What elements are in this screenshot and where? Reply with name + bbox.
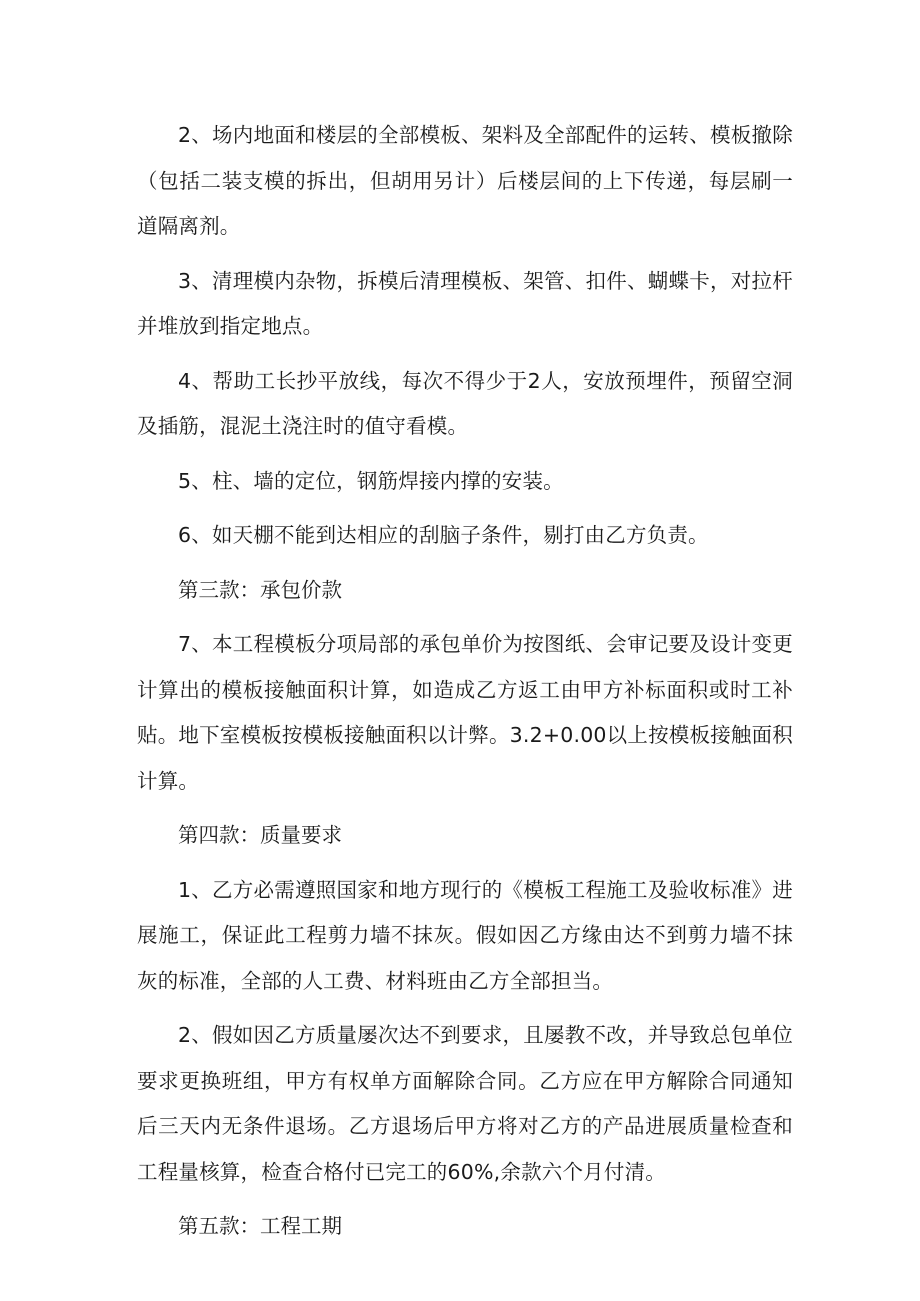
clause-item-4: 4、帮助工长抄平放线，每次不得少于2人，安放预埋件，预留空洞及插筋，混泥土浇注时的值守看模。 [137,368,793,438]
clause-item-3: 3、清理模内杂物，拆模后清理模板、架管、扣件、蝴蝶卡，对拉杆并堆放到指定地点。 [137,268,793,338]
clause-item-5: 5、柱、墙的定位，钢筋焊接内撑的安装。 [178,468,564,493]
quality-item-2: 2、假如因乙方质量屡次达不到要求，且屡教不改，并导致总包单位要求更换班组，甲方有权单方面解除合同。乙方应在甲方解除合同通知后三天内无条件退场。乙方退场后甲方将对乙方的产品进展质量检查和工程量核算，检查合格付已完工的60%,余款六个月付清。 [137,1023,793,1184]
quality-item-1: 1、乙方必需遵照国家和地方现行的《模板工程施工及验收标准》进展施工，保证此工程剪力墙不抹灰。假如因乙方缘由达不到剪力墙不抹灰的标准，全部的人工费、材料班由乙方全部担当。 [137,877,793,993]
clause-item-7: 7、本工程模板分项局部的承包单价为按图纸、会审记要及设计变更计算出的模板接触面积计算，如造成乙方返工由甲方补标面积或时工补贴。地下室模板按模板接触面积以计弊。3.2+0.00以上按模板接触面积计算。 [137,632,793,793]
clause-item-6: 6、如天棚不能到达相应的刮脑子条件，剔打由乙方负责。 [178,523,709,547]
section-heading-4: 第四款：质量要求 [178,823,342,847]
section-heading-5: 第五款：工程工期 [178,1214,342,1238]
clause-item-2: 2、场内地面和楼层的全部模板、架料及全部配件的运转、模板撤除（包括二装支模的拆出，但胡用另计）后楼层间的上下传递，每层刷一道隔离剂。 [137,123,793,238]
section-heading-3: 第三款：承包价款 [178,577,342,602]
document-body [137,113,793,1259]
